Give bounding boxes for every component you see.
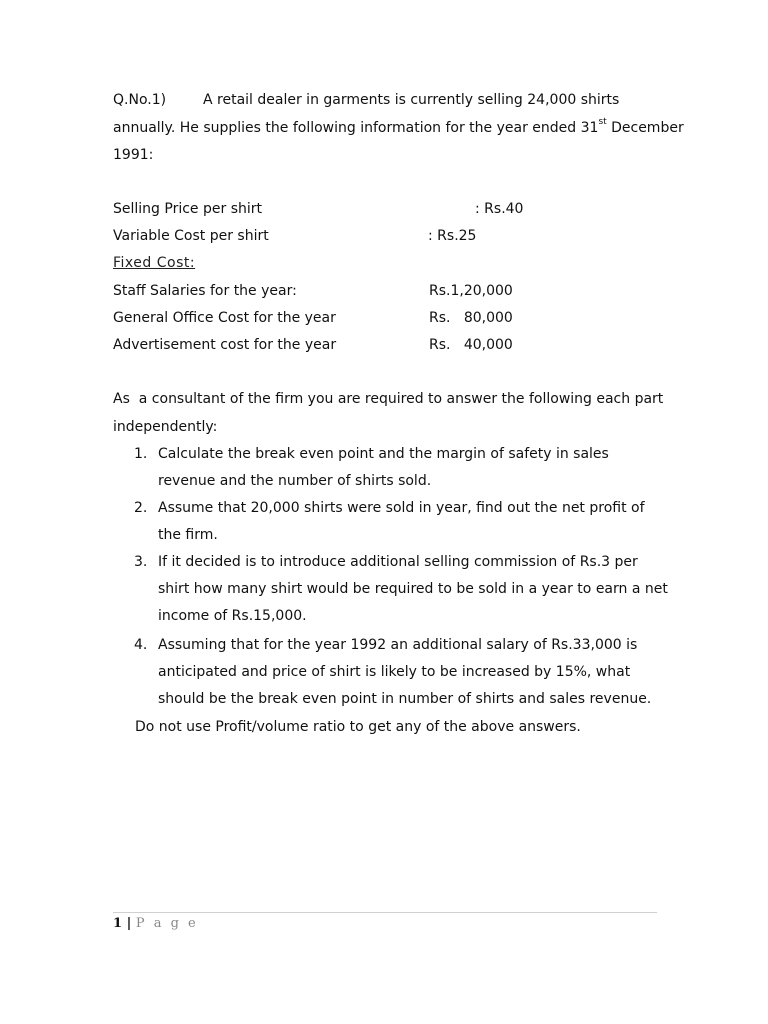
list-item-text: Assume that 20,000 shirts were sold in year, find out the net profit of the firm. [158, 500, 645, 543]
note-line: Do not use Profit/volume ratio to get any of the above answers. [135, 719, 581, 735]
question-intro-line-2-tail: December [606, 120, 684, 136]
staff-salaries-value: Rs.1,20,000 [429, 283, 513, 299]
question-intro-line-2 [113, 119, 684, 137]
instructions-line-1: As a consultant of the firm you are required to answer the following each part [113, 391, 664, 407]
office-cost-value: Rs. 80,000 [429, 310, 513, 326]
variable-cost-value: : Rs.25 [428, 228, 477, 244]
list-number: 4. [134, 637, 148, 653]
office-cost-label: General Office Cost for the year [113, 310, 336, 326]
footer-separator: | [122, 916, 136, 931]
list-item-text: If it decided is to introduce additional selling commission of Rs.3 per shirt how many shirt would be required to be sold in a year to earn a net income of Rs.15,000. [158, 554, 668, 624]
fixed-cost-heading: Fixed Cost: [113, 255, 196, 271]
advertisement-cost-value: Rs. 40,000 [429, 337, 513, 353]
question-intro-line-3: 1991: [113, 147, 154, 163]
selling-price-label: Selling Price per shirt [113, 201, 262, 217]
question-number: Q.No.1) [113, 92, 167, 108]
list-number: 2. [134, 500, 148, 516]
page-number: 1 [113, 916, 123, 931]
variable-cost-label: Variable Cost per shirt [113, 228, 269, 244]
footer-divider [113, 912, 657, 913]
list-item-text: Assuming that for the year 1992 an additional salary of Rs.33,000 is anticipated and price of shirt is likely to be increased by 15%, what should be the break even point in number of shirts and sales revenue. [158, 637, 652, 707]
list-number: 3. [134, 554, 148, 570]
question-intro-line-1: A retail dealer in garments is currently selling 24,000 shirts [203, 92, 620, 108]
staff-salaries-label: Staff Salaries for the year: [113, 283, 297, 299]
page-label: P a g e [135, 916, 199, 931]
list-number: 1. [134, 446, 148, 462]
advertisement-cost-label: Advertisement cost for the year [113, 337, 337, 353]
question-intro-line-2-text: annually. He supplies the following information for the year ended 31 [113, 120, 599, 136]
list-item-text: Calculate the break even point and the margin of safety in sales revenue and the number of shirts sold. [158, 446, 609, 489]
page-footer [113, 916, 198, 932]
instructions-line-2: independently: [113, 419, 218, 435]
selling-price-value: : Rs.40 [475, 201, 524, 217]
ordinal-suffix: st [598, 117, 607, 128]
